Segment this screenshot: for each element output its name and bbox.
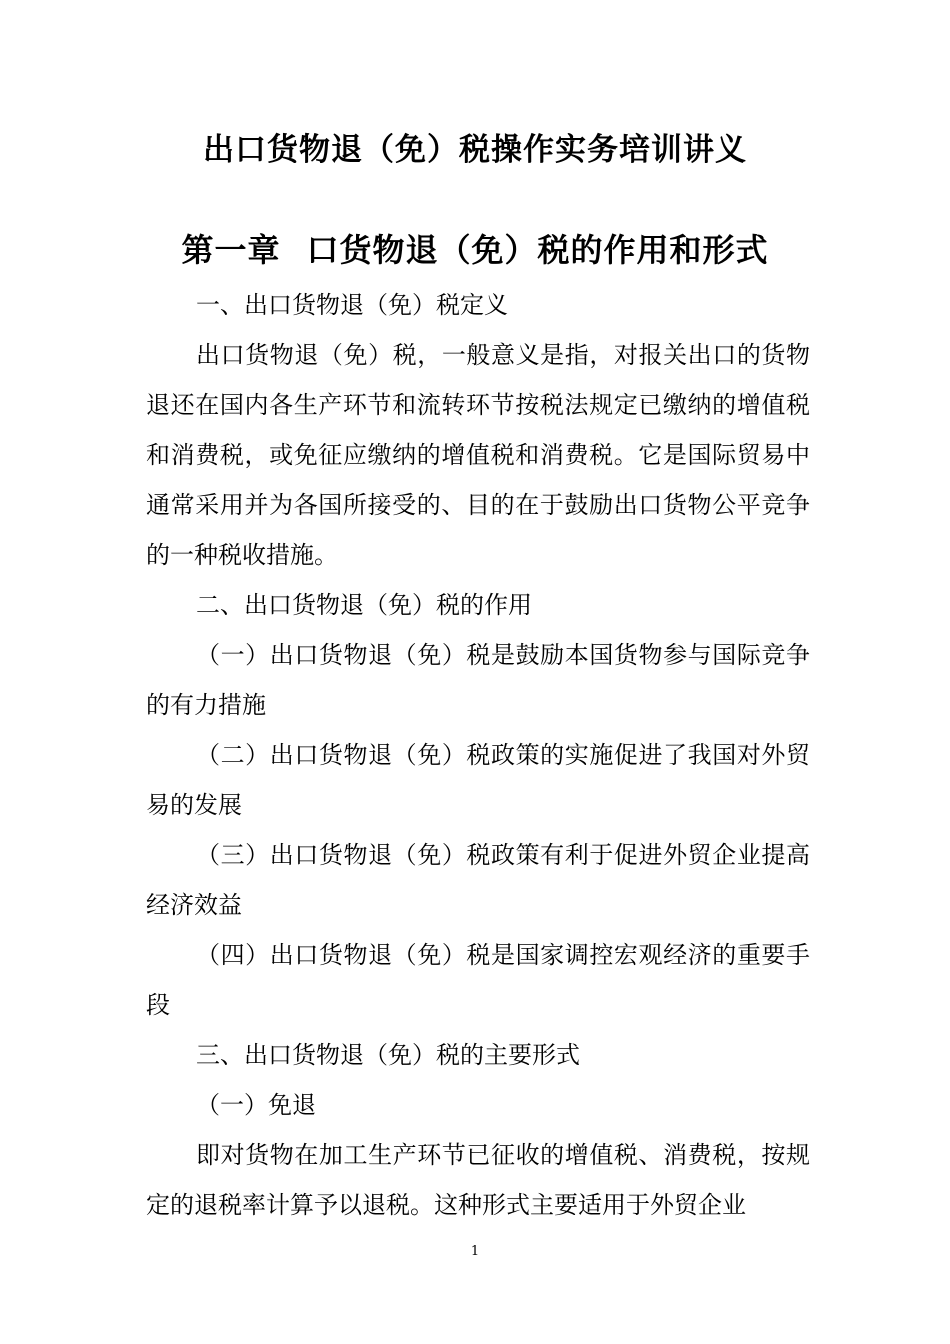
document-title: 出口货物退（免）税操作实务培训讲义	[203, 132, 747, 168]
section-heading-definition: 一、出口货物退（免）税定义	[196, 291, 508, 319]
chapter-title	[0, 228, 950, 272]
form-paragraph: 即对货物在加工生产环节已征收的增值税、消费税，按规定的退税率计算予以退税。这种形式主要适用于外贸企业	[146, 1141, 810, 1219]
role-item: （一）出口货物退（免）税是鼓励本国货物参与国际竞争的有力措施	[146, 641, 810, 719]
section-heading-forms: 三、出口货物退（免）税的主要形式	[196, 1041, 580, 1069]
form-subheading: （一）免退	[196, 1091, 316, 1119]
section-heading-role: 二、出口货物退（免）税的作用	[196, 591, 532, 619]
role-item: （三）出口货物退（免）税政策有利于促进外贸企业提高经济效益	[146, 841, 810, 919]
role-item: （四）出口货物退（免）税是国家调控宏观经济的重要手段	[146, 941, 810, 1019]
chapter-name: 口货物退（免）税的作用和形式	[306, 231, 769, 269]
chapter-label: 第一章	[181, 231, 281, 269]
page-number: 1	[470, 1244, 480, 1259]
role-item: （二）出口货物退（免）税政策的实施促进了我国对外贸易的发展	[146, 741, 810, 819]
definition-paragraph: 出口货物退（免）税，一般意义是指，对报关出口的货物退还在国内各生产环节和流转环节按税法规定已缴纳的增值税和消费税，或免征应缴纳的增值税和消费税。它是国际贸易中通常采用并为各国所接受的、目的在于鼓励出口货物公平竞争的一种税收措施。	[146, 341, 810, 569]
document-body	[146, 280, 810, 1230]
